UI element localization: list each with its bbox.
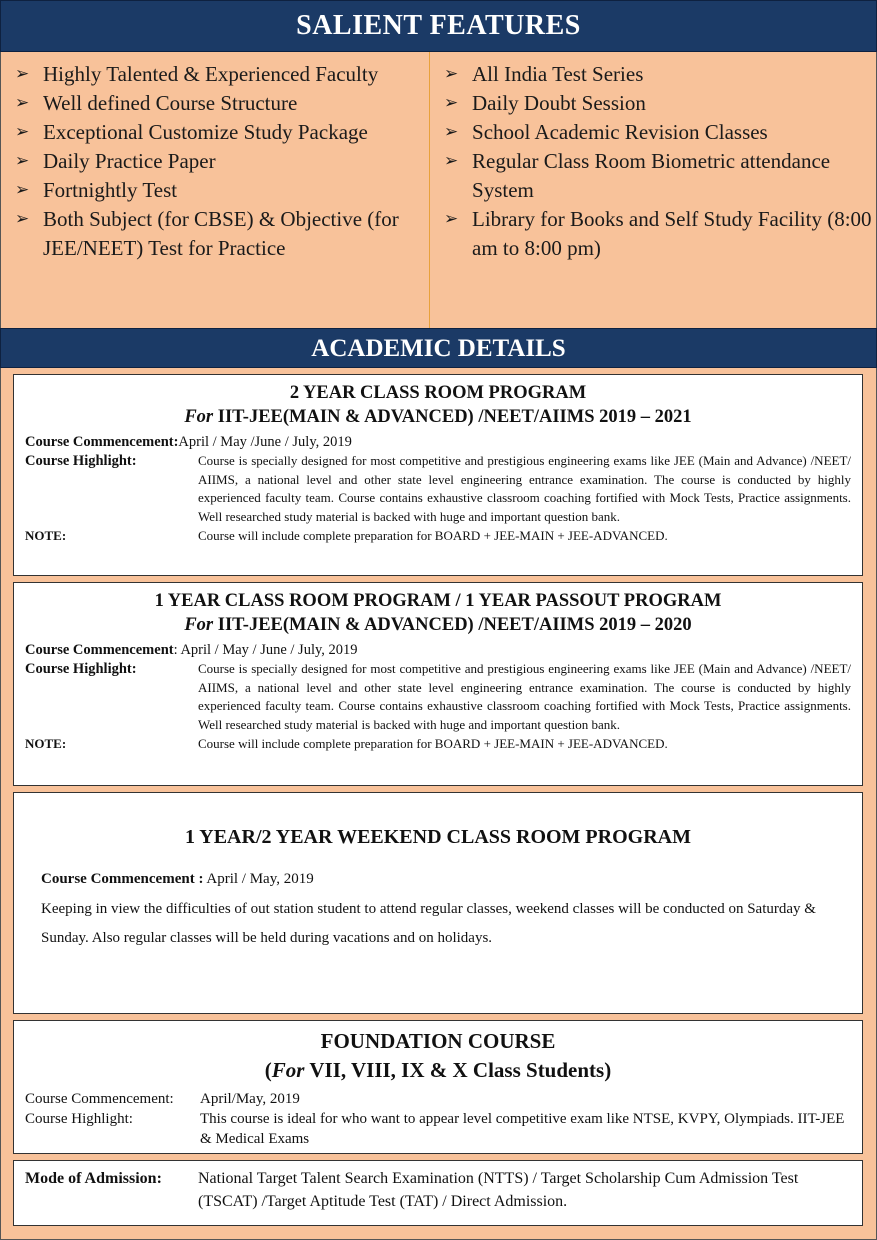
- academic-details-panel: [0, 368, 877, 1240]
- one-year-program-box: [13, 582, 863, 786]
- salient-features-header: SALIENT FEATURES: [0, 0, 877, 52]
- program-subtitle: For IIT-JEE(MAIN & ADVANCED) /NEET/AIIMS 2019 – 2020: [184, 615, 692, 635]
- arrow-bullet-icon: ➢: [15, 209, 30, 229]
- commencement-row: Course Commencement: April/May, 2019: [25, 1091, 300, 1107]
- program-title: 2 YEAR CLASS ROOM PROGRAM: [289, 383, 587, 403]
- feature-item: ➢ Well defined Course Structure: [15, 89, 429, 118]
- commencement-row: Course Commencement : April / May, 2019: [41, 871, 314, 887]
- feature-item: ➢ Fortnightly Test: [15, 176, 429, 205]
- arrow-bullet-icon: ➢: [15, 180, 30, 200]
- arrow-bullet-icon: ➢: [444, 64, 459, 84]
- program-subtitle: For IIT-JEE(MAIN & ADVANCED) /NEET/AIIMS 2019 – 2021: [184, 407, 692, 427]
- commencement-row: Course Commencement: April / May /June / July, 2019: [25, 434, 352, 450]
- program-title: FOUNDATION COURSE: [320, 1029, 556, 1053]
- arrow-bullet-icon: ➢: [444, 122, 459, 142]
- program-title: 1 YEAR/2 YEAR WEEKEND CLASS ROOM PROGRAM: [185, 826, 691, 848]
- arrow-bullet-icon: ➢: [444, 93, 459, 113]
- arrow-bullet-icon: ➢: [15, 122, 30, 142]
- arrow-bullet-icon: ➢: [15, 93, 30, 113]
- salient-features-panel: [0, 52, 877, 328]
- arrow-bullet-icon: ➢: [15, 151, 30, 171]
- academic-details-header: ACADEMIC DETAILS: [0, 328, 877, 368]
- arrow-bullet-icon: ➢: [444, 151, 459, 171]
- feature-item: ➢ Exceptional Customize Study Package: [15, 118, 429, 147]
- foundation-course-box: [13, 1020, 863, 1154]
- arrow-bullet-icon: ➢: [444, 209, 459, 229]
- program-subtitle: (For VII, VIII, IX & X Class Students): [264, 1058, 612, 1082]
- highlight-row: Course Highlight: This course is ideal for who want to appear level competitive exam like NTSE, KVPY, Olympiads. IIT-JEE & Medical Exams: [25, 1111, 845, 1147]
- feature-item: ➢ Regular Class Room Biometric attendance System: [444, 147, 876, 205]
- highlight-row: Course Highlight: Course is specially designed for most competitive and prestigious engineering exams like JEE (Main and Advance) /NEET/ AIIMS, a national level and other state level engineering entrance examination. The course is conducted by highly experienced faculty team. Course contains exhaustive classroom coaching fortified with Mock Tests, Practice assignments. Well researched study material is backed with huge and important question bank.: [25, 661, 851, 732]
- feature-item: ➢ Library for Books and Self Study Facility (8:00 am to 8:00 pm): [444, 205, 876, 263]
- two-year-program-box: [13, 374, 863, 576]
- features-right-column: [430, 52, 876, 328]
- commencement-row: Course Commencement : April / May / June / July, 2019: [25, 642, 358, 658]
- admission-row: Mode of Admission: National Target Talent Search Examination (NTTS) / Target Scholarship Cum Admission Test (TSCAT) /Target Aptitude Test (TAT) / Direct Admission.: [25, 1170, 799, 1210]
- weekend-program-box: [13, 792, 863, 1014]
- program-title: 1 YEAR CLASS ROOM PROGRAM / 1 YEAR PASSOUT PROGRAM: [154, 591, 722, 611]
- note-row: NOTE: Course will include complete preparation for BOARD + JEE-MAIN + JEE-ADVANCED.: [25, 528, 668, 544]
- feature-item: ➢ All India Test Series: [444, 60, 876, 89]
- feature-item: ➢ Daily Practice Paper: [15, 147, 429, 176]
- feature-item: ➢ School Academic Revision Classes: [444, 118, 876, 147]
- features-left-column: [1, 52, 430, 328]
- arrow-bullet-icon: ➢: [15, 64, 30, 84]
- feature-item: ➢ Highly Talented & Experienced Faculty: [15, 60, 429, 89]
- feature-item: ➢ Daily Doubt Session: [444, 89, 876, 118]
- highlight-row: Course Highlight: Course is specially designed for most competitive and prestigious engineering exams like JEE (Main and Advance) /NEET/ AIIMS, a national level and other state level engineering entrance examination. The course is conducted by highly experienced faculty team. Course contains exhaustive classroom coaching fortified with Mock Tests, Practice assignments. Well researched study material is backed with huge and important question bank.: [25, 453, 851, 524]
- note-row: NOTE: Course will include complete preparation for BOARD + JEE-MAIN + JEE-ADVANCED.: [25, 736, 668, 752]
- program-description: Keeping in view the difficulties of out station student to attend regular classes, weekend classes will be conducted on Saturday & Sunday. Also regular classes will be held during vacations and on holidays.: [41, 901, 816, 946]
- feature-item: ➢ Both Subject (for CBSE) & Objective (for JEE/NEET) Test for Practice: [15, 205, 429, 263]
- admission-mode-box: [13, 1160, 863, 1226]
